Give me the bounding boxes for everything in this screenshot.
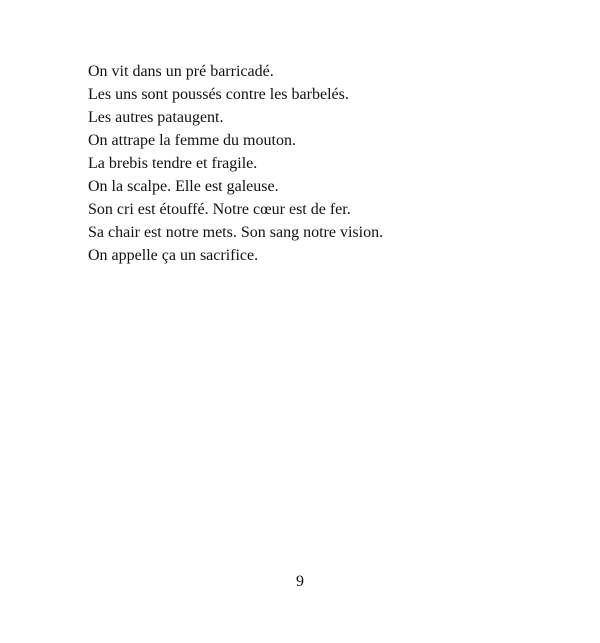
poem-line: Sa chair est notre mets. Son sang notre vision. (88, 224, 384, 241)
poem-stanza (88, 60, 383, 267)
poem-line: On attrape la femme du mouton. (88, 132, 296, 149)
poem-line: On la scalpe. Elle est galeuse. (88, 178, 279, 195)
poem-line: On vit dans un pré barricadé. (88, 63, 274, 80)
page-number: 9 (296, 573, 304, 590)
poem-line: Les uns sont poussés contre les barbelés. (88, 86, 349, 103)
poem-line: Son cri est étouffé. Notre cœur est de fer. (88, 201, 351, 218)
poem-line: La brebis tendre et fragile. (88, 155, 258, 172)
poem-line: On appelle ça un sacrifice. (88, 247, 259, 264)
poem-line: Les autres pataugent. (88, 109, 224, 126)
